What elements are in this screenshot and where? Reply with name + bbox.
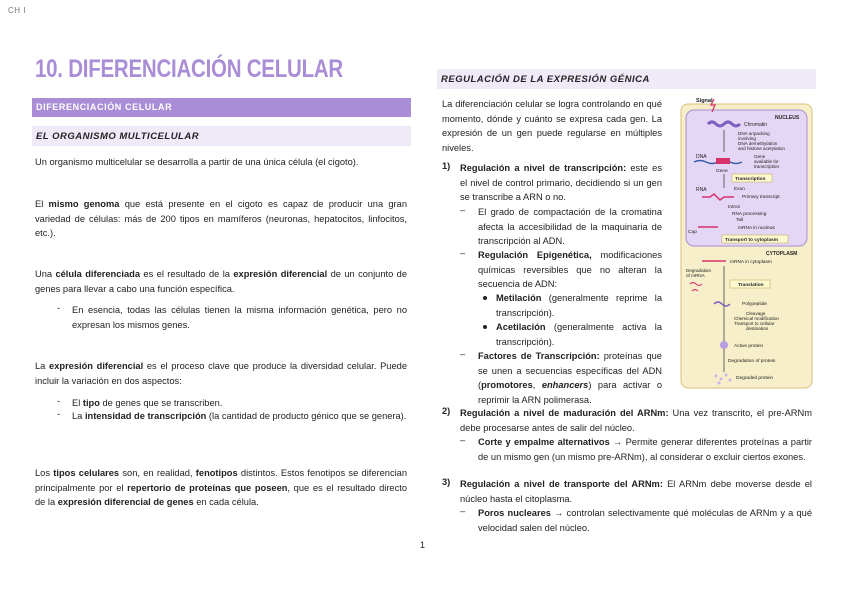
gene-expression-diagram <box>680 96 813 390</box>
cap-label: Cap <box>688 230 697 235</box>
dna-unpacking-label-2: involving <box>738 136 756 141</box>
active-protein-icon <box>720 341 728 349</box>
dna-unpacking-label-1: DNA unpacking <box>738 131 770 136</box>
item-number: 3) <box>442 477 451 487</box>
cleavage-label-3: Transport to cellular <box>734 321 775 326</box>
degradation-mrna-label-1: Degradation <box>686 268 712 273</box>
gene-expression-figure <box>680 96 813 390</box>
signal-label: Signal <box>696 98 713 104</box>
cleavage-label-1: Cleavage <box>746 311 766 316</box>
page-title: 10. DIFERENCIACIÓN CELULAR <box>35 55 343 83</box>
chromatin-label: Chromatin <box>744 122 768 128</box>
rna-label: RNA <box>696 187 707 193</box>
item-1-dash-1: El grado de compactación de la cromatina afecta la accesibilidad de la maquinaria de transcripción al ADN. <box>478 207 662 246</box>
section-bar <box>32 98 411 117</box>
dna-label: DNA <box>696 154 707 160</box>
paragraph-3-bullet: En esencia, todas las células tienen la misma información genética, pero no expresan los mismos genes. <box>72 305 407 330</box>
active-protein-label: Active protein <box>734 344 764 349</box>
paragraph-4-bullet-1: El tipo de genes que se transcriben. <box>72 398 223 408</box>
polypeptide-label: Polypeptide <box>742 302 768 307</box>
gene-available-label-1: Gene <box>754 154 766 159</box>
primary-transcript-label: Primary transcript <box>742 195 780 200</box>
paragraph-1: Un organismo multicelular se desarrolla a partir de una única célula (el cigoto). <box>35 157 359 167</box>
bullet-dot <box>483 325 487 329</box>
paragraph-4: La expresión diferencial es el proceso clave que produce la diversidad celular. Puede incluir la variación en dos aspectos: <box>35 361 407 386</box>
nucleus-label: NUCLEUS <box>775 115 800 121</box>
paragraph-4-bullet-2: La intensidad de transcripción (la cantidad de producto génico que se genera). <box>72 411 407 421</box>
chapter-header: CH I <box>8 6 26 15</box>
degradation-mrna-label-2: of mRNA <box>686 273 705 278</box>
page-number: 1 <box>420 540 426 550</box>
transport-label: Transport to cytoplasm <box>725 238 779 243</box>
mrna-cytoplasm-label: mRNA in cytoplasm <box>730 260 772 265</box>
item-1-bullet-2: Acetilación (generalmente activa la transcripción). <box>496 322 662 347</box>
item-2-dash-1: Corte y empalme alternativos → Permite generar diferentes proteínas a partir de un mismo gen (un mismo pre-ARNm), al considerar o excluir ciertos exones. <box>478 437 812 462</box>
cleavage-label-4: destination <box>746 326 769 331</box>
subsection-label-left: EL ORGANISMO MULTICELULAR <box>36 131 200 142</box>
bullet-dash: - <box>57 409 61 419</box>
cleavage-label-2: Chemical modification <box>734 316 779 321</box>
item-3-dash-1: Poros nucleares → controlan selectivamente qué moléculas de ARNm y a qué velocidad salen del núcleo. <box>478 508 812 533</box>
intro-paragraph: La diferenciación celular se logra controlando en qué momento, dónde y cuánto se expresa cada gen. La expresión de un gen puede regularse en múltiples niveles. <box>442 99 662 153</box>
gene-available-label-2: available for <box>754 159 779 164</box>
item-dash: – <box>460 349 466 359</box>
mrna-nucleus-label: mRNA in nucleus <box>738 226 775 231</box>
paragraph-3: Una célula diferenciada es el resultado de la expresión diferencial de un conjunto de genes para llevar a cabo una función específica. <box>35 269 408 294</box>
item-1-dash-2: Regulación Epigenética, modificaciones químicas reversibles que no alteran la secuencia de ADN: <box>478 250 662 289</box>
gene-label: Gene <box>716 169 728 174</box>
translation-label: Translation <box>738 283 764 288</box>
degradation-protein-label: Degradation of protein <box>728 359 776 364</box>
dna-unpacking-label-3: DNA demethylation <box>738 141 778 146</box>
item-dash: – <box>460 435 466 445</box>
bullet-dot <box>483 296 487 300</box>
gene-available-label-3: transcription <box>754 164 780 169</box>
subsection-bar-left <box>32 126 411 146</box>
bullet-dash: - <box>57 396 61 406</box>
item-2: Regulación a nivel de maduración del ARNm: Una vez transcrito, el pre-ARNm debe procesarse antes de salir del núcleo. <box>460 408 812 433</box>
gene-box <box>716 158 730 164</box>
subsection-bar-right <box>437 69 816 89</box>
degraded-protein-label: Degraded protein <box>736 376 774 381</box>
item-1-bullet-1: Metilación (generalmente reprime la transcripción). <box>496 293 662 318</box>
section-bar-label: DIFERENCIACIÓN CELULAR <box>36 102 173 112</box>
subsection-label-right: REGULACIÓN DE LA EXPRESIÓN GÉNICA <box>441 74 650 85</box>
item-3: Regulación a nivel de transporte del ARNm: El ARNm debe moverse desde el núcleo hasta el citoplasma. <box>460 479 812 504</box>
cytoplasm-label: CYTOPLASM <box>766 251 798 257</box>
dna-unpacking-label-4: and histone acetylation <box>738 146 785 151</box>
item-1-dash-3: Factores de Transcripción: proteínas que se unen a secuencias específicas del ADN (promotores, enhancers) para activar o reprimir la ARN polimerasa. <box>478 351 662 405</box>
transcription-label: Transcription <box>735 177 766 182</box>
paragraph-2: El mismo genoma que está presente en el cigoto es capaz de producir una gran variedad de células: más de 200 tipos en mamíferos (neuronas, hepatocitos, linfocitos, etc.). <box>35 199 407 238</box>
exon-label: Exon <box>734 187 745 192</box>
paragraph-5: Los tipos celulares son, en realidad, fenotipos distintos. Estos fenotipos se diferencian principalmente por el repertorio de proteínas que poseen, que es el resultado directo de la expresión diferencial de genes en cada célula. <box>35 468 408 507</box>
item-dash: – <box>460 506 466 516</box>
item-number: 2) <box>442 406 451 416</box>
item-1: Regulación a nivel de transcripción: este es el nivel de control primario, decidiendo si un gen se transcribe a ARN o no. <box>460 163 662 202</box>
tail-label: Tail <box>736 218 744 223</box>
item-dash: – <box>460 205 466 215</box>
intron-label: Intron <box>728 205 741 210</box>
item-dash: – <box>460 248 466 258</box>
bullet-dash: - <box>57 303 61 313</box>
rna-processing-label: RNA processing <box>732 212 767 217</box>
item-number: 1) <box>442 161 451 171</box>
